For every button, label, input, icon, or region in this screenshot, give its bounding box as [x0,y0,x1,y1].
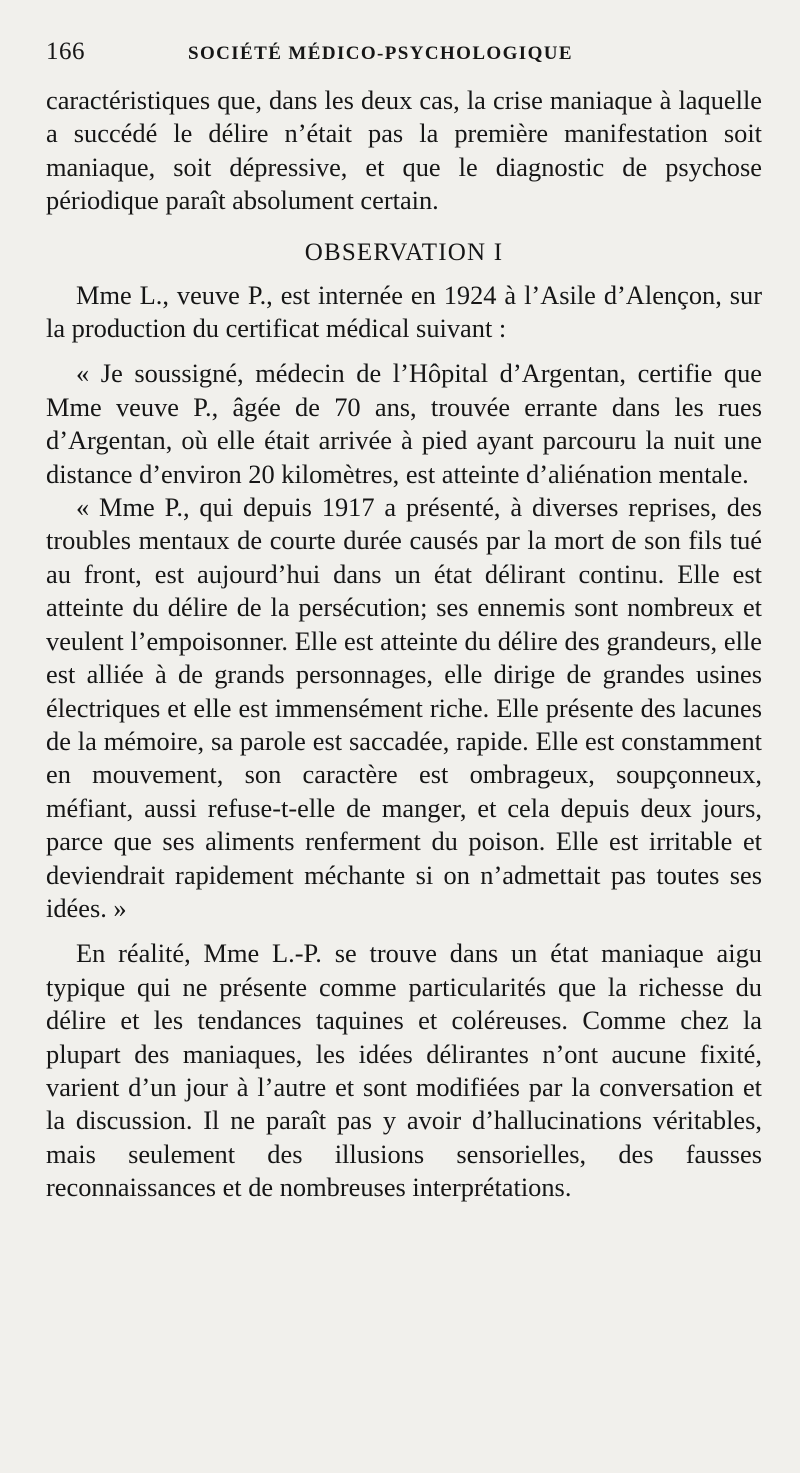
running-head [46,38,762,78]
paragraph-certificate-opening: « Je soussigné, médecin de l’Hôpital d’Argentan, certifie que Mme veuve P., âgée de 70 ans, trouvée errante dans les rues d’Argentan, où elle était arrivée à pied ayant parcouru la nuit une distance d’environ 20 kilomètres, est atteinte d’aliénation mentale. [46,358,762,489]
paragraph-admission: Mme L., veuve P., est internée en 1924 à l’Asile d’Alençon, sur la production du certificat médical suivant : [46,279,762,344]
paragraph-clinical-assessment: En réalité, Mme L.-P. se trouve dans un état maniaque aigu typique qui ne présente comme particularités que la richesse du délire et les tendances taquines et coléreuses. Comme chez la plupart des maniaques, les idées délirantes n’ont aucune fixité, varient d’un jour à l’autre et sont modifiées par la conversation et la discussion. Il ne paraît pas y avoir d’hallucinations véritables, mais seulement des illusions sensorielles, des fausses reconnaissances et de nombreuses interprétations. [46,938,762,1203]
body-text [46,84,762,1205]
section-heading: OBSERVATION I [304,238,504,266]
paragraph-continuation: caractéristiques que, dans les deux cas, la crise maniaque à laquelle a succédé le délire n’était pas la première manifestation soit maniaque, soit dépressive, et que le diagnostic de psychose périodique paraît absolument certain. [46,85,762,216]
page-number: 166 [46,38,85,65]
paragraph-certificate-body: « Mme P., qui depuis 1917 a présenté, à diverses reprises, des troubles mentaux de courte durée causés par la mort de son fils tué au front, est aujourd’hui dans un état délirant continu. Elle est atteinte du délire de la persécution; ses ennemis sont nombreux et veulent l’empoisonner. Elle est atteinte du délire des grandeurs, elle est alliée à de grands personnages, elle dirige de grandes usines électriques et elle est immensément riche. Elle présente des lacunes de la mémoire, sa parole est saccadée, rapide. Elle est constamment en mouvement, son caractère est ombrageux, soupçonneux, méfiant, aussi refuse-t-elle de manger, et cela depuis deux jours, parce que ses aliments renferment du poison. Elle est irritable et deviendrait rapidement méchante si on n’admettait pas toutes ses idées. » [46,492,762,923]
journal-title: SOCIÉTÉ MÉDICO-PSYCHOLOGIQUE [188,43,573,64]
